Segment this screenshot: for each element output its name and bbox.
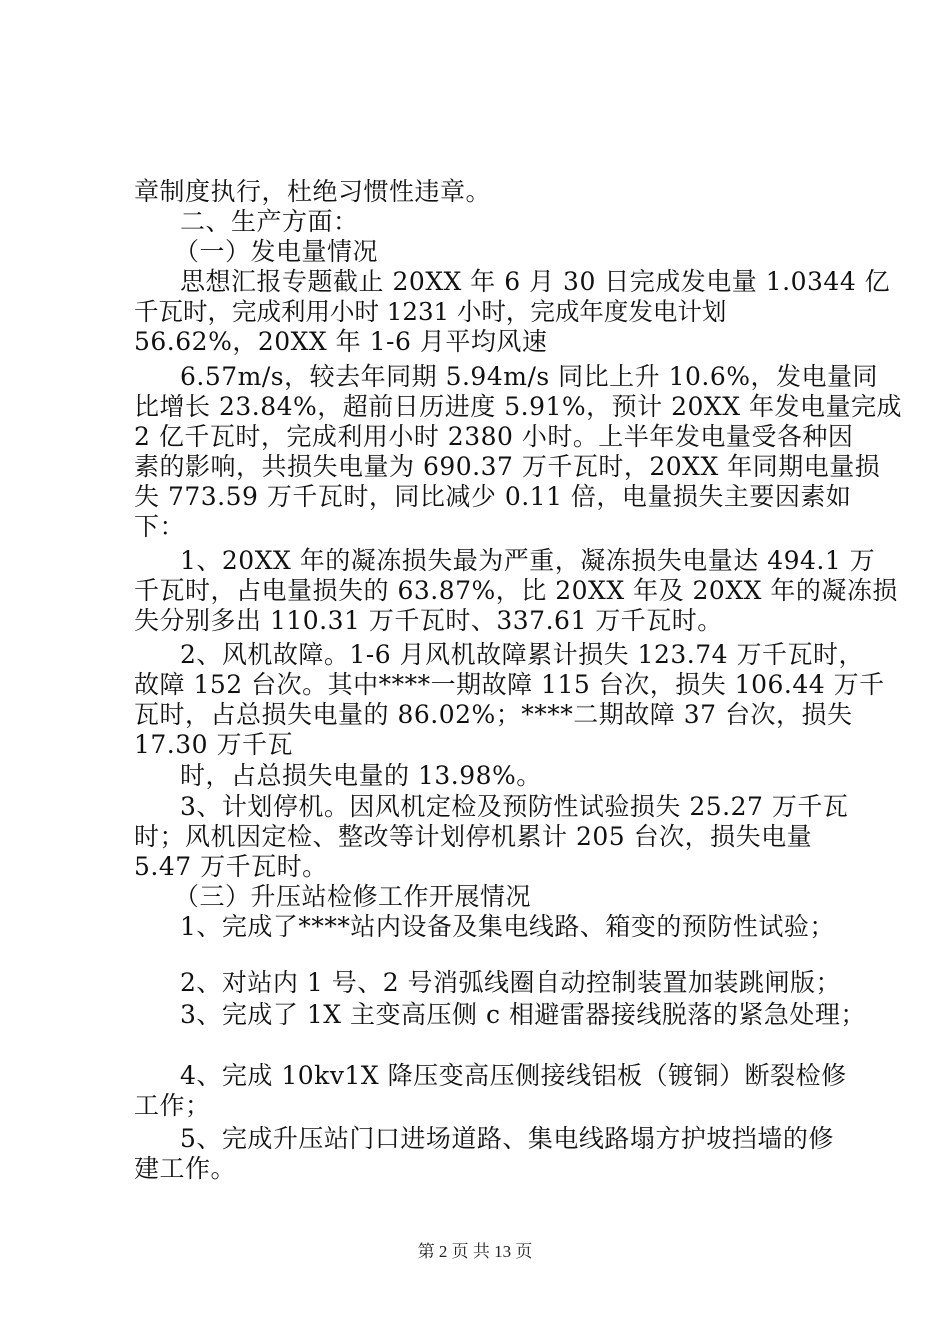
text-line: 1、20XX 年的凝冻损失最为严重，凝冻损失电量达 494.1 万 — [180, 546, 876, 575]
list-item: 2、对站内 1 号、2 号消弧线圈自动控制装置加装跳闸版； — [180, 968, 842, 997]
text-line: 2 亿千瓦时，完成利用小时 2380 小时。上半年发电量受各种因 — [134, 422, 854, 451]
list-item: 5、完成升压站门口进场道路、集电线路塌方护坡挡墙的修 — [180, 1124, 834, 1153]
text-line: 思想汇报专题截止 20XX 年 6 月 30 日完成发电量 1.0344 亿 — [180, 267, 891, 296]
text-line: 17.30 万千瓦 — [134, 730, 294, 759]
text-line: 故障 152 台次。其中****一期故障 115 台次，损失 106.44 万千 — [134, 670, 885, 699]
subsection-heading: （一）发电量情况 — [174, 237, 379, 266]
text-line: 3、计划停机。因风机定检及预防性试验损失 25.27 万千瓦 — [180, 792, 849, 821]
text-line: 失分别多出 110.31 万千瓦时、337.61 万千瓦时。 — [134, 606, 723, 635]
text-line: 失 773.59 万千瓦时，同比减少 0.11 倍，电量损失主要因素如 — [134, 482, 852, 511]
text-line: 5.47 万千瓦时。 — [134, 852, 328, 881]
text-line: 时；风机因定检、整改等计划停机累计 205 台次，损失电量 — [134, 822, 813, 851]
text-line: 素的影响，共损失电量为 690.37 万千瓦时，20XX 年同期电量损 — [134, 452, 881, 481]
text-line: 比增长 23.84%，超前日历进度 5.91%，预计 20XX 年发电量完成 — [134, 392, 902, 421]
text-line: 6.57m/s，较去年同期 5.94m/s 同比上升 10.6%，发电量同 — [180, 362, 879, 391]
subsection-heading: （三）升压站检修工作开展情况 — [174, 882, 532, 911]
text-line: 56.62%，20XX 年 1-6 月平均风速 — [134, 327, 548, 356]
text-line: 千瓦时，占电量损失的 63.87%，比 20XX 年及 20XX 年的凝冻损 — [134, 576, 898, 605]
text-line: 时，占总损失电量的 13.98%。 — [180, 761, 542, 790]
text-line: 2、风机故障。1-6 月风机故障累计损失 123.74 万千瓦时， — [180, 640, 864, 669]
section-heading: 二、生产方面： — [180, 207, 359, 236]
text-line: 瓦时，占总损失电量的 86.02%；****二期故障 37 台次，损失 — [134, 700, 853, 729]
list-item: 4、完成 10kv1X 降压变高压侧接线铝板（镀铜）断裂检修 — [180, 1061, 847, 1090]
page-number: 第 2 页 共 13 页 — [417, 1242, 533, 1261]
text-line: 建工作。 — [134, 1154, 237, 1183]
text-line: 工作； — [134, 1091, 211, 1120]
list-item: 1、完成了****站内设备及集电线路、箱变的预防性试验； — [180, 912, 835, 941]
text-line: 章制度执行，杜绝习惯性违章。 — [134, 177, 492, 206]
text-line: 千瓦时，完成利用小时 1231 小时，完成年度发电计划 — [134, 297, 727, 326]
list-item: 3、完成了 1X 主变高压侧 c 相避雷器接线脱落的紧急处理； — [180, 1000, 866, 1029]
text-line: 下： — [134, 512, 186, 541]
